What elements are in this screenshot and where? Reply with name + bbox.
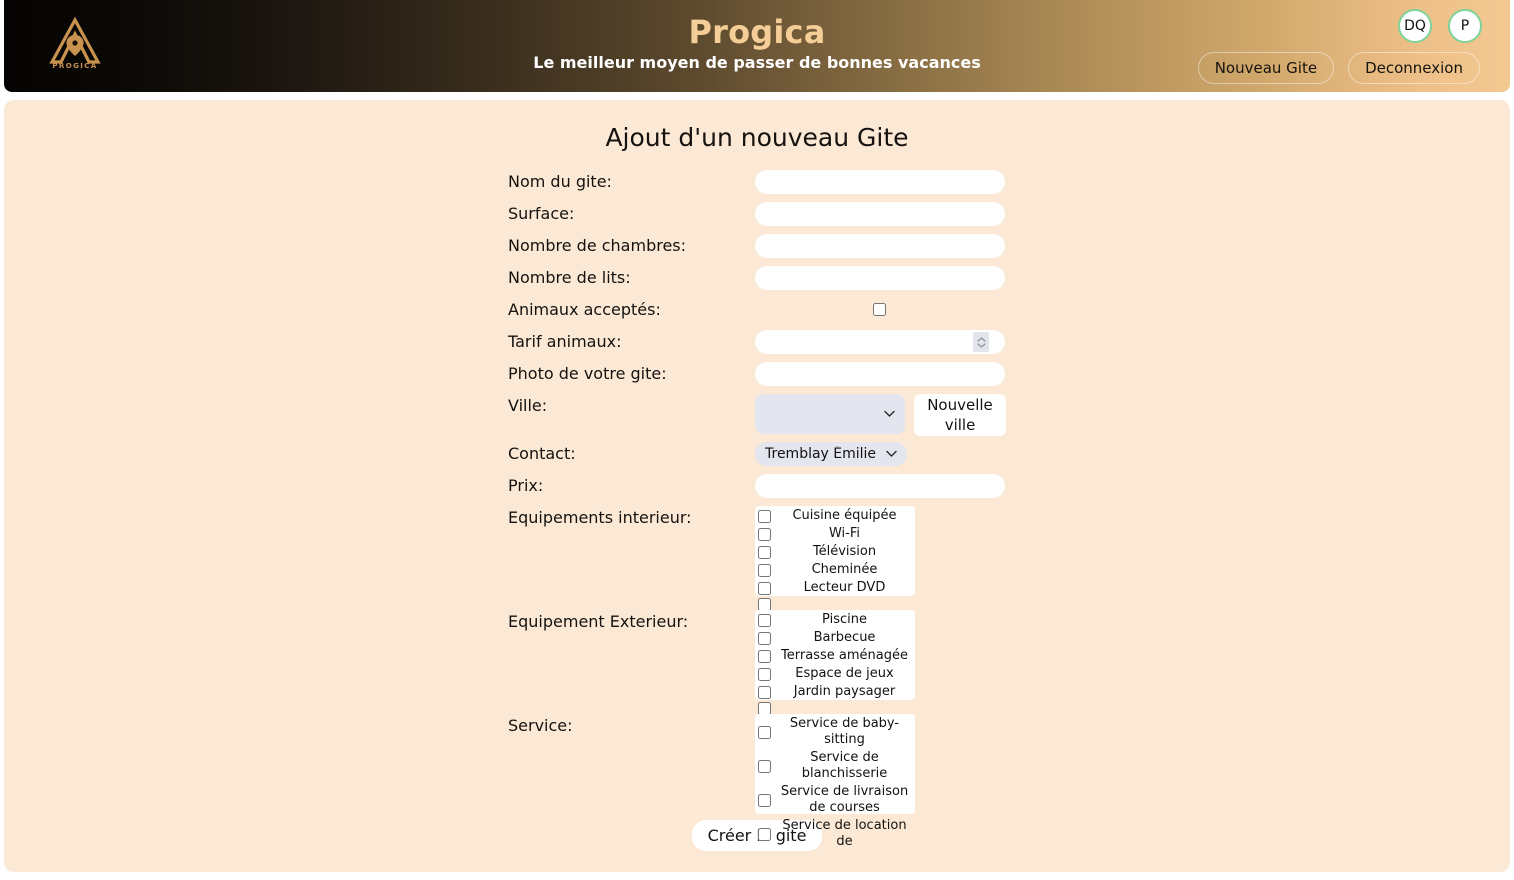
- list-item[interactable]: [755, 715, 915, 749]
- nouvelle-ville-button[interactable]: Nouvelle ville: [914, 394, 1006, 436]
- number-spinner[interactable]: [973, 332, 989, 352]
- control-ville: [755, 394, 1006, 436]
- field-row-equip-exterieur: [4, 610, 1510, 700]
- label-prix: Prix:: [508, 476, 544, 495]
- control-tarif-animaux: [755, 330, 1005, 354]
- control-equip-interieur: [755, 506, 915, 596]
- list-item[interactable]: [755, 749, 915, 783]
- tarif-animaux-wrapper: [755, 330, 1005, 354]
- list-item-label: Terrasse aménagée: [781, 648, 908, 663]
- equip-interieur-checkbox[interactable]: [758, 546, 771, 559]
- equip-interieur-checkbox[interactable]: [758, 510, 771, 523]
- label-surface: Surface:: [508, 204, 575, 223]
- list-item[interactable]: [755, 817, 915, 851]
- surface-input[interactable]: [755, 202, 1005, 226]
- list-item-label: Cheminée: [811, 562, 878, 577]
- avatar-p[interactable]: P: [1448, 9, 1482, 43]
- ville-select-wrapper: [755, 394, 905, 434]
- label-photo: Photo de votre gite:: [508, 364, 667, 383]
- control-chambres: [755, 234, 1005, 258]
- chevron-up-icon: [977, 337, 986, 342]
- label-contact: Contact:: [508, 444, 576, 463]
- label-nom: Nom du gite:: [508, 172, 612, 191]
- equip-interieur-checkbox[interactable]: [758, 564, 771, 577]
- brand-subtitle: Le meilleur moyen de passer de bonnes vacances: [533, 52, 981, 72]
- list-item-label: Lecteur DVD: [803, 580, 886, 595]
- list-item-label: Wi-Fi: [828, 526, 860, 541]
- creer-le-gite-button[interactable]: Créer le gite: [692, 820, 823, 851]
- list-item-label: Espace de jeux: [795, 666, 894, 681]
- service-checkbox[interactable]: [758, 726, 771, 739]
- logo-wordmark: PROGICA: [52, 62, 98, 70]
- label-service: Service:: [508, 716, 573, 735]
- app-header: [4, 0, 1510, 92]
- list-item[interactable]: [755, 683, 915, 701]
- nom-input[interactable]: [755, 170, 1005, 194]
- field-row-equip-interieur: [4, 506, 1510, 596]
- list-item-label: Télévision: [812, 544, 877, 559]
- list-item-label: Service de location de: [782, 818, 907, 849]
- control-animaux: [755, 298, 886, 320]
- control-prix: [755, 474, 1005, 498]
- list-item[interactable]: [755, 665, 915, 683]
- list-item[interactable]: [755, 629, 915, 647]
- avatar-dq[interactable]: DQ: [1398, 9, 1432, 43]
- equip-exterieur-checkbox[interactable]: [758, 686, 771, 699]
- photo-input[interactable]: [755, 362, 1005, 386]
- control-nom: [755, 170, 1005, 194]
- logout-button[interactable]: Deconnexion: [1348, 52, 1480, 84]
- list-item[interactable]: [755, 543, 915, 561]
- list-item[interactable]: [755, 647, 915, 665]
- list-item[interactable]: [755, 611, 915, 629]
- list-item-label: Service de blanchisserie: [801, 750, 888, 781]
- control-contact: [755, 442, 907, 466]
- equip-exterieur-checkbox[interactable]: [758, 650, 771, 663]
- equip-interieur-checkbox[interactable]: [758, 582, 771, 595]
- contact-select[interactable]: [755, 442, 907, 466]
- label-equip-interieur: Equipements interieur:: [508, 508, 692, 527]
- new-gite-button[interactable]: Nouveau Gite: [1198, 52, 1334, 84]
- service-checkbox[interactable]: [758, 828, 771, 841]
- add-gite-form: [4, 170, 1510, 851]
- label-ville: Ville:: [508, 396, 548, 415]
- control-equip-exterieur: [755, 610, 915, 700]
- field-row-ville: [4, 394, 1510, 436]
- field-row-photo: [4, 362, 1510, 386]
- field-row-prix: [4, 474, 1510, 498]
- field-row-nom: [4, 170, 1510, 194]
- equip-exterieur-checkbox[interactable]: [758, 668, 771, 681]
- tarif-animaux-input[interactable]: [755, 330, 1005, 354]
- lits-input[interactable]: [755, 266, 1005, 290]
- service-checkbox[interactable]: [758, 794, 771, 807]
- avatar-group: [1398, 9, 1482, 43]
- equip-exterieur-listbox[interactable]: [755, 610, 915, 700]
- field-row-tarif-animaux: [4, 330, 1510, 354]
- service-checkbox[interactable]: [758, 760, 771, 773]
- list-item[interactable]: [755, 783, 915, 817]
- contact-select-wrapper: [755, 442, 907, 466]
- list-item[interactable]: [755, 561, 915, 579]
- label-tarif-animaux: Tarif animaux:: [508, 332, 622, 351]
- main-panel: [4, 100, 1510, 872]
- list-item-label: Jardin paysager: [793, 684, 896, 699]
- field-row-lits: [4, 266, 1510, 290]
- equip-interieur-checkbox[interactable]: [758, 528, 771, 541]
- equip-interieur-listbox[interactable]: [755, 506, 915, 596]
- chambres-input[interactable]: [755, 234, 1005, 258]
- list-item[interactable]: [755, 525, 915, 543]
- header-actions: [1198, 52, 1480, 84]
- list-item-label: Service de baby-sitting: [789, 716, 900, 747]
- field-row-surface: [4, 202, 1510, 226]
- control-lits: [755, 266, 1005, 290]
- animaux-acceptes-checkbox[interactable]: [873, 303, 886, 316]
- equip-exterieur-checkbox[interactable]: [758, 632, 771, 645]
- control-photo: [755, 362, 1005, 386]
- label-animaux: Animaux acceptés:: [508, 300, 661, 319]
- control-surface: [755, 202, 1005, 226]
- list-item-label: Barbecue: [813, 630, 876, 645]
- brand-title: Progica: [688, 13, 826, 51]
- label-chambres: Nombre de chambres:: [508, 236, 687, 255]
- equip-exterieur-checkbox[interactable]: [758, 614, 771, 627]
- label-equip-exterieur: Equipement Exterieur:: [508, 612, 689, 631]
- prix-input[interactable]: [755, 474, 1005, 498]
- list-item[interactable]: [755, 579, 915, 597]
- list-item-label: Service de livraison de courses: [780, 784, 909, 815]
- list-item-label: Piscine: [822, 612, 867, 627]
- field-row-animaux: [4, 298, 1510, 322]
- list-item[interactable]: [755, 507, 915, 525]
- list-item-label: Cuisine équipée: [792, 508, 897, 523]
- page-title: Ajout d'un nouveau Gite: [605, 123, 909, 152]
- ville-select[interactable]: [755, 394, 905, 434]
- field-row-chambres: [4, 234, 1510, 258]
- field-row-contact: [4, 442, 1510, 466]
- chevron-down-icon: [977, 343, 986, 348]
- label-lits: Nombre de lits:: [508, 268, 631, 287]
